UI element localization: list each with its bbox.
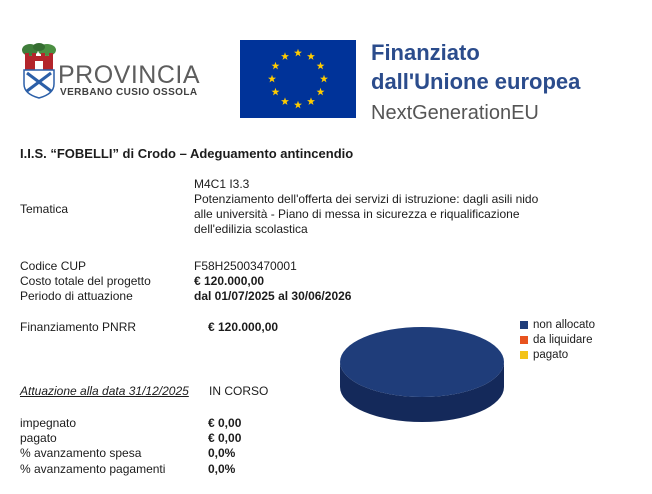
pagato-label: pagato [20, 431, 57, 445]
costo-value: € 120.000,00 [194, 274, 265, 288]
eu-union-line: dall'Unione europea [371, 69, 581, 94]
eu-star-icon [271, 62, 279, 70]
cup-label: Codice CUP [20, 259, 87, 273]
legend-label: pagato [533, 348, 569, 361]
pagato-value: € 0,00 [208, 431, 242, 445]
pie-slice-non-allocato [340, 327, 504, 397]
legend-label: non allocato [533, 318, 596, 331]
tematica-label: Tematica [20, 202, 69, 216]
nextgen-line: NextGenerationEU [371, 102, 539, 124]
pagamenti-value: 0,0% [208, 462, 236, 476]
province-logo [20, 42, 205, 104]
eu-funded-line: Finanziato [371, 40, 480, 65]
tematica-desc-line: dell'edilizia scolastica [194, 222, 308, 236]
spesa-label: % avanzamento spesa [20, 446, 142, 460]
funding-pie-chart [336, 312, 516, 436]
eu-star-icon [268, 75, 276, 83]
eu-star-icon [317, 88, 325, 96]
eu-star-icon [317, 62, 325, 70]
status-label: Attuazione alla data 31/12/2025 [20, 384, 189, 398]
tematica-desc-line: Potenziamento dell'offerta dei servizi di istruzione: dagli asili nido [194, 192, 539, 206]
eu-star-icon [307, 97, 315, 105]
legend-item-pagato [520, 347, 595, 362]
impegnato-value: € 0,00 [208, 416, 242, 430]
legend-label: da liquidare [533, 333, 593, 346]
province-subtitle: VERBANO CUSIO OSSOLA [60, 87, 198, 98]
province-crest-icon [20, 42, 58, 100]
province-name: PROVINCIA [58, 61, 201, 89]
legend-item-non-allocato [520, 317, 595, 332]
eu-star-icon [281, 52, 289, 60]
eu-star-icon [320, 75, 328, 83]
pagamenti-label: % avanzamento pagamenti [20, 462, 166, 476]
legend-item-da-liquidare [520, 332, 595, 347]
eu-star-icon [271, 88, 279, 96]
status-value: IN CORSO [209, 384, 269, 398]
impegnato-label: impegnato [20, 416, 77, 430]
eu-flag-icon [240, 40, 356, 118]
spesa-value: 0,0% [208, 446, 236, 460]
legend-swatch [520, 336, 528, 344]
periodo-value: dal 01/07/2025 al 30/06/2026 [194, 289, 352, 303]
project-title: I.I.S. “FOBELLI” di Crodo – Adeguamento antincendio [20, 146, 354, 161]
tematica-desc-line: alle università - Piano di messa in sicurezza e riqualificazione [194, 207, 520, 221]
periodo-label: Periodo di attuazione [20, 289, 133, 303]
eu-star-icon [294, 101, 302, 109]
finanziamento-label: Finanziamento PNRR [20, 320, 137, 334]
chart-legend [520, 317, 595, 362]
legend-swatch [520, 321, 528, 329]
finanziamento-value: € 120.000,00 [208, 320, 279, 334]
costo-label: Costo totale del progetto [20, 274, 151, 288]
legend-swatch [520, 351, 528, 359]
eu-star-icon [307, 52, 315, 60]
tematica-code: M4C1 I3.3 [194, 177, 250, 191]
eu-star-icon [281, 97, 289, 105]
cup-value: F58H25003470001 [194, 259, 297, 273]
tematica-value [194, 177, 614, 237]
eu-star-icon [294, 49, 302, 57]
eu-funding-text [371, 38, 580, 127]
